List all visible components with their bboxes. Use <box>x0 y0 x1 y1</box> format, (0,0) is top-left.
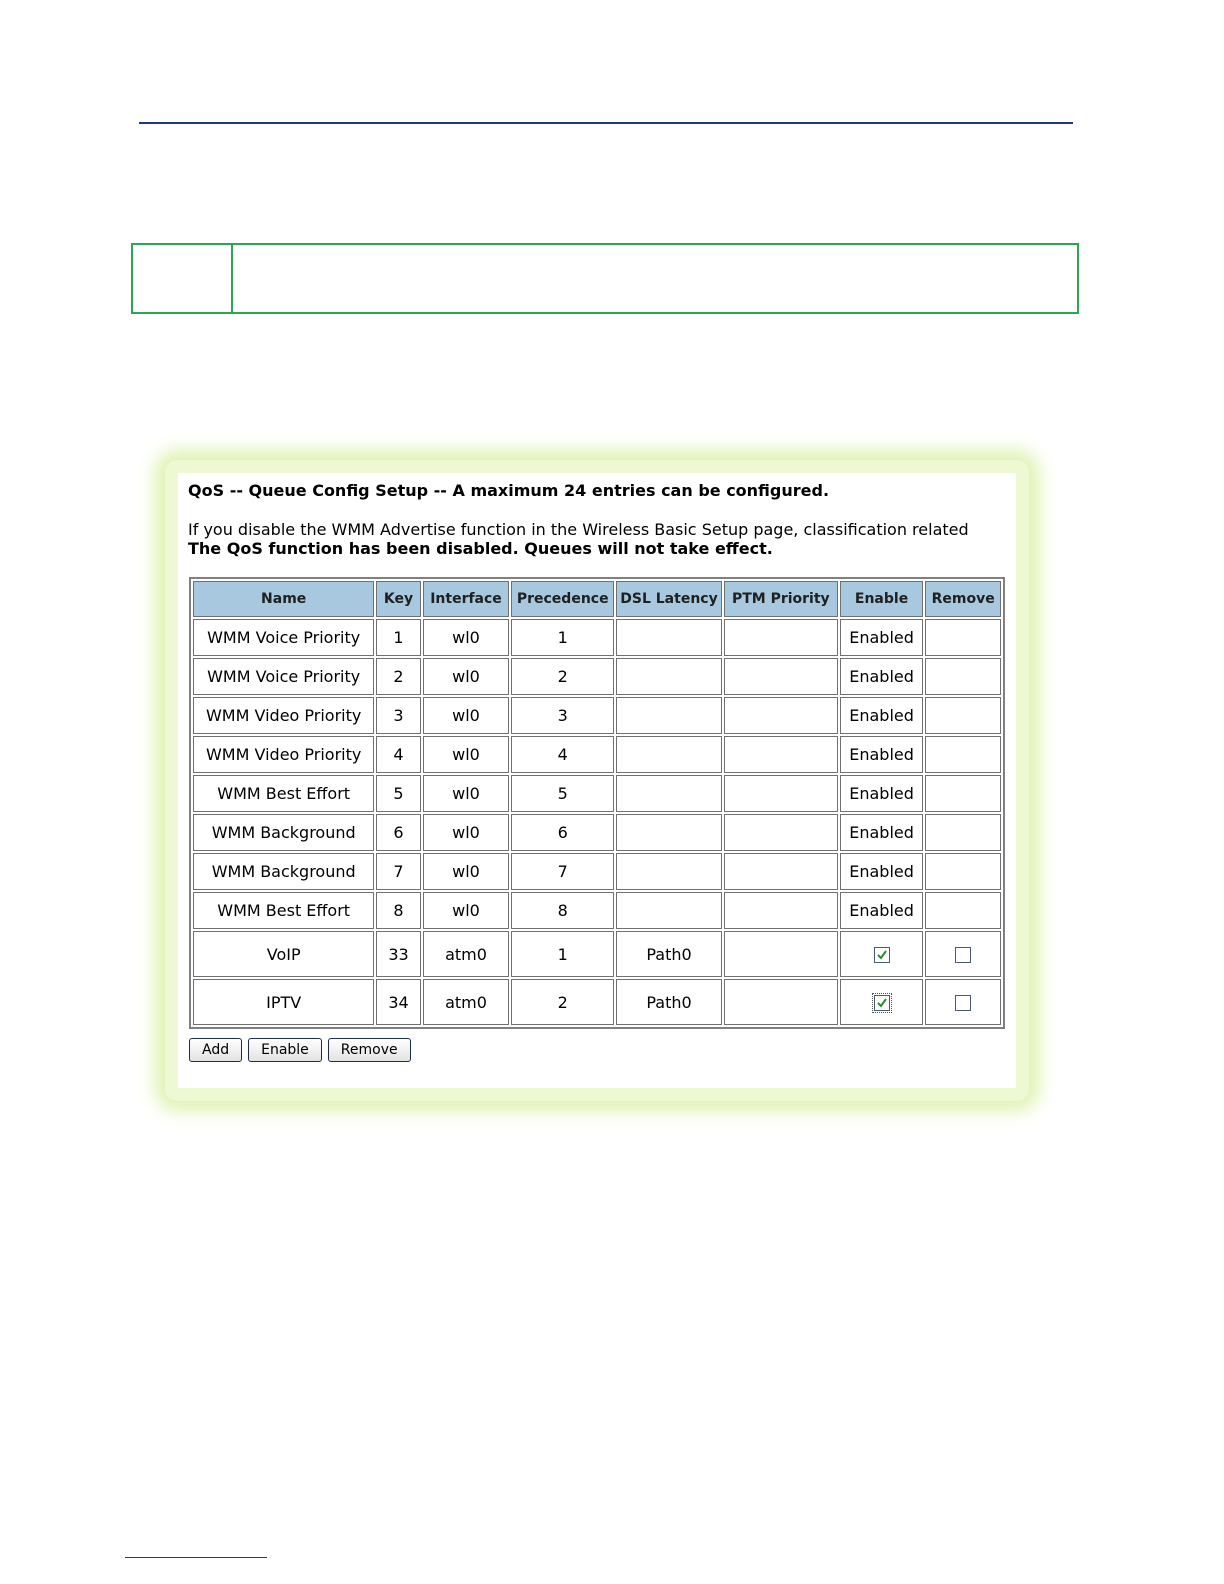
iptv-remove-checkbox[interactable] <box>955 995 971 1011</box>
cell-dsl-latency <box>616 697 722 734</box>
cell-interface: wl0 <box>423 775 510 812</box>
add-button[interactable]: Add <box>189 1038 242 1062</box>
cell-ptm-priority <box>724 892 838 929</box>
cell-remove <box>925 775 1001 812</box>
iptv-enable-checkbox[interactable] <box>874 995 890 1011</box>
cell-ptm-priority <box>724 658 838 695</box>
cell-name: WMM Background <box>193 853 374 890</box>
cell-remove <box>925 736 1001 773</box>
cell-dsl-latency <box>616 892 722 929</box>
cell-precedence: 7 <box>511 853 614 890</box>
cell-precedence: 2 <box>511 658 614 695</box>
cell-key: 1 <box>376 619 420 656</box>
enable-button[interactable]: Enable <box>248 1038 322 1062</box>
cell-key: 7 <box>376 853 420 890</box>
cell-interface: wl0 <box>423 736 510 773</box>
cell-interface: wl0 <box>423 697 510 734</box>
col-header-ptm-priority: PTM Priority <box>724 581 838 617</box>
cell-dsl-latency <box>616 775 722 812</box>
cell-precedence: 8 <box>511 892 614 929</box>
cell-ptm-priority <box>724 697 838 734</box>
cell-ptm-priority <box>724 814 838 851</box>
cell-interface: wl0 <box>423 892 510 929</box>
cell-interface: wl0 <box>423 853 510 890</box>
cell-dsl-latency <box>616 658 722 695</box>
cell-remove <box>925 658 1001 695</box>
cell-ptm-priority <box>724 979 838 1025</box>
col-header-remove: Remove <box>925 581 1001 617</box>
cell-precedence: 3 <box>511 697 614 734</box>
col-header-dsl-latency: DSL Latency <box>616 581 722 617</box>
cell-enable-status: Enabled <box>840 814 924 851</box>
cell-name: WMM Best Effort <box>193 775 374 812</box>
cell-enable <box>840 979 924 1025</box>
cell-precedence: 1 <box>511 931 614 977</box>
cell-name: WMM Video Priority <box>193 697 374 734</box>
cell-ptm-priority <box>724 775 838 812</box>
cell-enable-status: Enabled <box>840 892 924 929</box>
cell-dsl-latency <box>616 814 722 851</box>
cell-key: 33 <box>376 931 420 977</box>
cell-dsl-latency <box>616 736 722 773</box>
table-row <box>193 775 1001 812</box>
cell-interface: atm0 <box>423 931 510 977</box>
cell-dsl-latency <box>616 853 722 890</box>
cell-key: 34 <box>376 979 420 1025</box>
cell-dsl-latency: Path0 <box>616 979 722 1025</box>
cell-key: 4 <box>376 736 420 773</box>
cell-remove <box>925 697 1001 734</box>
cell-precedence: 5 <box>511 775 614 812</box>
cell-interface: atm0 <box>423 979 510 1025</box>
cell-ptm-priority <box>724 853 838 890</box>
cell-ptm-priority <box>724 619 838 656</box>
cell-enable-status: Enabled <box>840 736 924 773</box>
cell-key: 3 <box>376 697 420 734</box>
cell-name: WMM Voice Priority <box>193 658 374 695</box>
cell-interface: wl0 <box>423 658 510 695</box>
qos-disabled-warning: The QoS function has been disabled. Queues will not take effect. <box>188 539 773 558</box>
cell-dsl-latency <box>616 619 722 656</box>
note-divider <box>231 245 233 312</box>
remove-button[interactable]: Remove <box>328 1038 411 1062</box>
table-row <box>193 736 1001 773</box>
wmm-info-text: If you disable the WMM Advertise function in the Wireless Basic Setup page, classification related <box>188 520 969 539</box>
cell-enable <box>840 931 924 977</box>
table-row <box>193 892 1001 929</box>
cell-name: WMM Background <box>193 814 374 851</box>
cell-enable-status: Enabled <box>840 697 924 734</box>
cell-remove <box>925 931 1001 977</box>
cell-interface: wl0 <box>423 619 510 656</box>
col-header-enable: Enable <box>840 581 924 617</box>
voip-remove-checkbox[interactable] <box>955 947 971 963</box>
col-header-key: Key <box>376 581 420 617</box>
top-rule <box>139 122 1073 124</box>
cell-dsl-latency: Path0 <box>616 931 722 977</box>
cell-name: WMM Best Effort <box>193 892 374 929</box>
qos-queue-config-panel <box>178 473 1016 1088</box>
cell-enable-status: Enabled <box>840 853 924 890</box>
cell-precedence: 1 <box>511 619 614 656</box>
cell-enable-status: Enabled <box>840 775 924 812</box>
col-header-precedence: Precedence <box>511 581 614 617</box>
cell-interface: wl0 <box>423 814 510 851</box>
table-row <box>193 697 1001 734</box>
cell-key: 5 <box>376 775 420 812</box>
cell-remove <box>925 814 1001 851</box>
table-header-row <box>193 581 1001 617</box>
cell-name: VoIP <box>193 931 374 977</box>
cell-precedence: 6 <box>511 814 614 851</box>
cell-key: 8 <box>376 892 420 929</box>
cell-name: IPTV <box>193 979 374 1025</box>
table-row <box>193 814 1001 851</box>
cell-key: 2 <box>376 658 420 695</box>
col-header-interface: Interface <box>423 581 510 617</box>
footnote-rule <box>125 1557 267 1558</box>
button-row <box>189 1038 417 1062</box>
cell-name: WMM Voice Priority <box>193 619 374 656</box>
cell-ptm-priority <box>724 931 838 977</box>
queue-table <box>189 577 1005 1029</box>
voip-enable-checkbox[interactable] <box>874 947 890 963</box>
table-row <box>193 658 1001 695</box>
panel-title: QoS -- Queue Config Setup -- A maximum 24 entries can be configured. <box>188 481 830 500</box>
table-row <box>193 931 1001 977</box>
table-row <box>193 619 1001 656</box>
checkmark-icon <box>876 997 888 1009</box>
cell-ptm-priority <box>724 736 838 773</box>
cell-precedence: 2 <box>511 979 614 1025</box>
cell-name: WMM Video Priority <box>193 736 374 773</box>
cell-remove <box>925 853 1001 890</box>
table-row <box>193 853 1001 890</box>
note-box <box>131 243 1079 314</box>
cell-remove <box>925 979 1001 1025</box>
cell-key: 6 <box>376 814 420 851</box>
cell-enable-status: Enabled <box>840 658 924 695</box>
cell-remove <box>925 892 1001 929</box>
cell-precedence: 4 <box>511 736 614 773</box>
checkmark-icon <box>876 949 888 961</box>
cell-remove <box>925 619 1001 656</box>
col-header-name: Name <box>193 581 374 617</box>
table-row <box>193 979 1001 1025</box>
cell-enable-status: Enabled <box>840 619 924 656</box>
